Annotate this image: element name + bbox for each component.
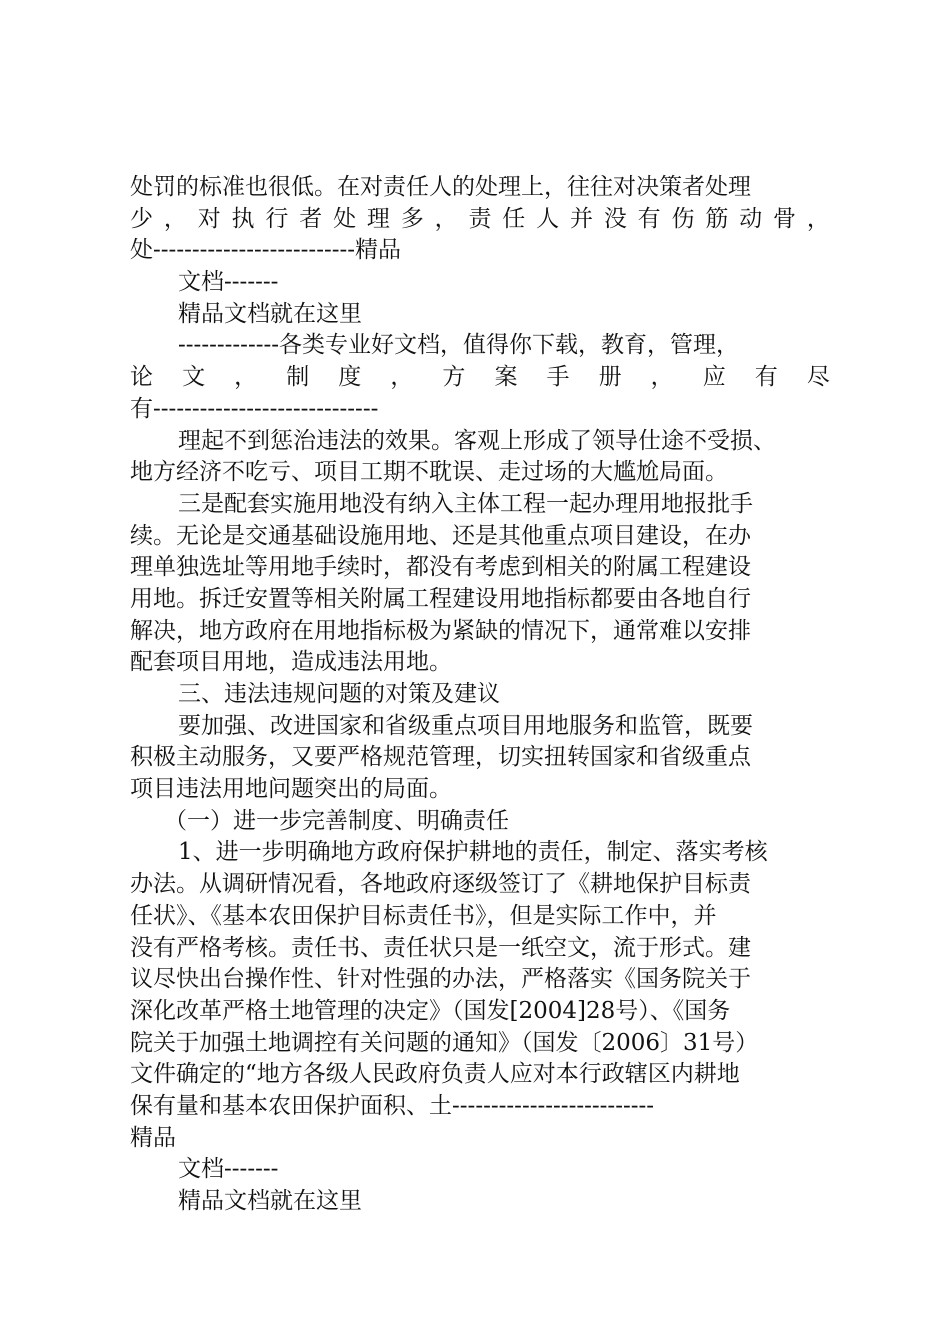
glyph: ， [234,364,258,391]
watermark-line: 精品文档就在这里 [178,300,362,327]
glyph: 者 [299,205,323,232]
glyph: 方 [442,364,466,391]
text-line: 处罚的标准也很低。在对责任人的处理上，往往对决策者处理 [130,174,751,200]
glyph: 册 [598,364,622,391]
paragraph-first-line: 1、进一步明确地方政府保护耕地的责任，制定、落实考核 [178,839,768,866]
glyph: 少 [130,205,153,232]
text-line: 配套项目用地，造成违法用地。 [130,649,452,676]
text-line: 理单独选址等用地手续时，都没有考虑到相关的附属工程建设 [130,554,751,581]
text-line: 保有量和基本农田保护面积、土-------------------------- [130,1092,655,1119]
watermark-line: 精品文档就在这里 [178,1188,362,1214]
text-line-justified [130,204,830,236]
glyph: ， [434,205,458,232]
document-body [130,172,830,1218]
glyph: 有 [754,364,778,391]
glyph: 理 [366,205,390,232]
glyph: ， [390,364,414,391]
glyph: 应 [702,364,726,391]
glyph: 行 [265,205,289,232]
glyph: 骨 [773,205,797,232]
text-line: 处--------------------------精品 [130,237,402,264]
text-line: 办法。从调研情况看，各地政府逐级签订了《耕地保护目标责 [130,871,751,898]
watermark-line: 文档------- [178,1156,279,1183]
text-line: 地方经济不吃亏、项目工期不耽误、走过场的大尴尬局面。 [130,459,728,486]
glyph: 任 [502,205,526,232]
glyph: 没 [603,205,627,232]
glyph: 执 [231,205,255,232]
glyph: 并 [569,205,593,232]
glyph: 对 [197,205,221,232]
text-line: 任状》、《基本农田保护目标责任书》，但是实际工作中，并 [130,902,717,929]
paragraph-first-line: 要加强、改进国家和省级重点项目用地服务和监管，既要 [178,712,753,739]
watermark-line: 有----------------------------- [130,395,379,422]
glyph: ， [163,205,187,232]
paragraph-first-line: 理起不到惩治违法的效果。客观上形成了领导仕途不受损、 [178,427,776,454]
glyph: ， [650,364,674,391]
text-line: 积极主动服务，又要严格规范管理，切实扭转国家和省级重点 [130,744,751,771]
glyph: 处 [333,205,357,232]
subsection-heading: （一）进一步完善制度、明确责任 [164,807,509,834]
glyph: 筋 [705,205,729,232]
glyph: 手 [546,364,570,391]
glyph: 动 [739,205,763,232]
watermark-line: 文档------- [178,269,279,296]
glyph: 伤 [671,205,695,232]
glyph: 论 [130,364,153,391]
text-line: 项目违法用地问题突出的局面。 [130,776,452,803]
section-heading: 三、违法违规问题的对策及建议 [178,681,500,707]
glyph: 有 [637,205,661,232]
text-line: 议尽快出台操作性、针对性强的办法，严格落实《国务院关于 [130,966,751,993]
glyph: 文 [182,364,206,391]
text-line: 没有严格考核。责任书、责任状只是一纸空文，流于形式。建 [130,934,751,961]
glyph: 尽 [806,364,830,391]
glyph: 多 [400,205,424,232]
text-line: 解决，地方政府在用地指标极为紧缺的情况下，通常难以安排 [130,617,751,644]
glyph: 人 [536,205,560,232]
glyph: 案 [494,364,518,391]
text-line: 院关于加强土地调控有关问题的通知》（国发〔2006〕31号） [130,1029,759,1056]
watermark-line: 精品 [130,1124,176,1151]
paragraph-first-line: 三是配套实施用地没有纳入主体工程一起办理用地报批手 [178,490,753,517]
glyph: 制 [286,364,310,391]
text-line: 用地。拆迁安置等相关附属工程建设用地指标都要由各地自行 [130,585,751,612]
watermark-line-justified [130,362,830,394]
text-line: 文件确定的“地方各级人民政府负责人应对本行政辖区内耕地 [130,1061,740,1088]
glyph: 责 [468,205,492,232]
glyph: 度 [338,364,362,391]
watermark-line: -------------各类专业好文档，值得你下载，教育，管理， [178,332,740,359]
text-line: 深化改革严格土地管理的决定》（国发[2004]28号）、《国务 [130,997,731,1024]
glyph: ， [806,205,830,232]
text-line: 续。无论是交通基础设施用地、还是其他重点项目建设，在办 [130,522,751,549]
